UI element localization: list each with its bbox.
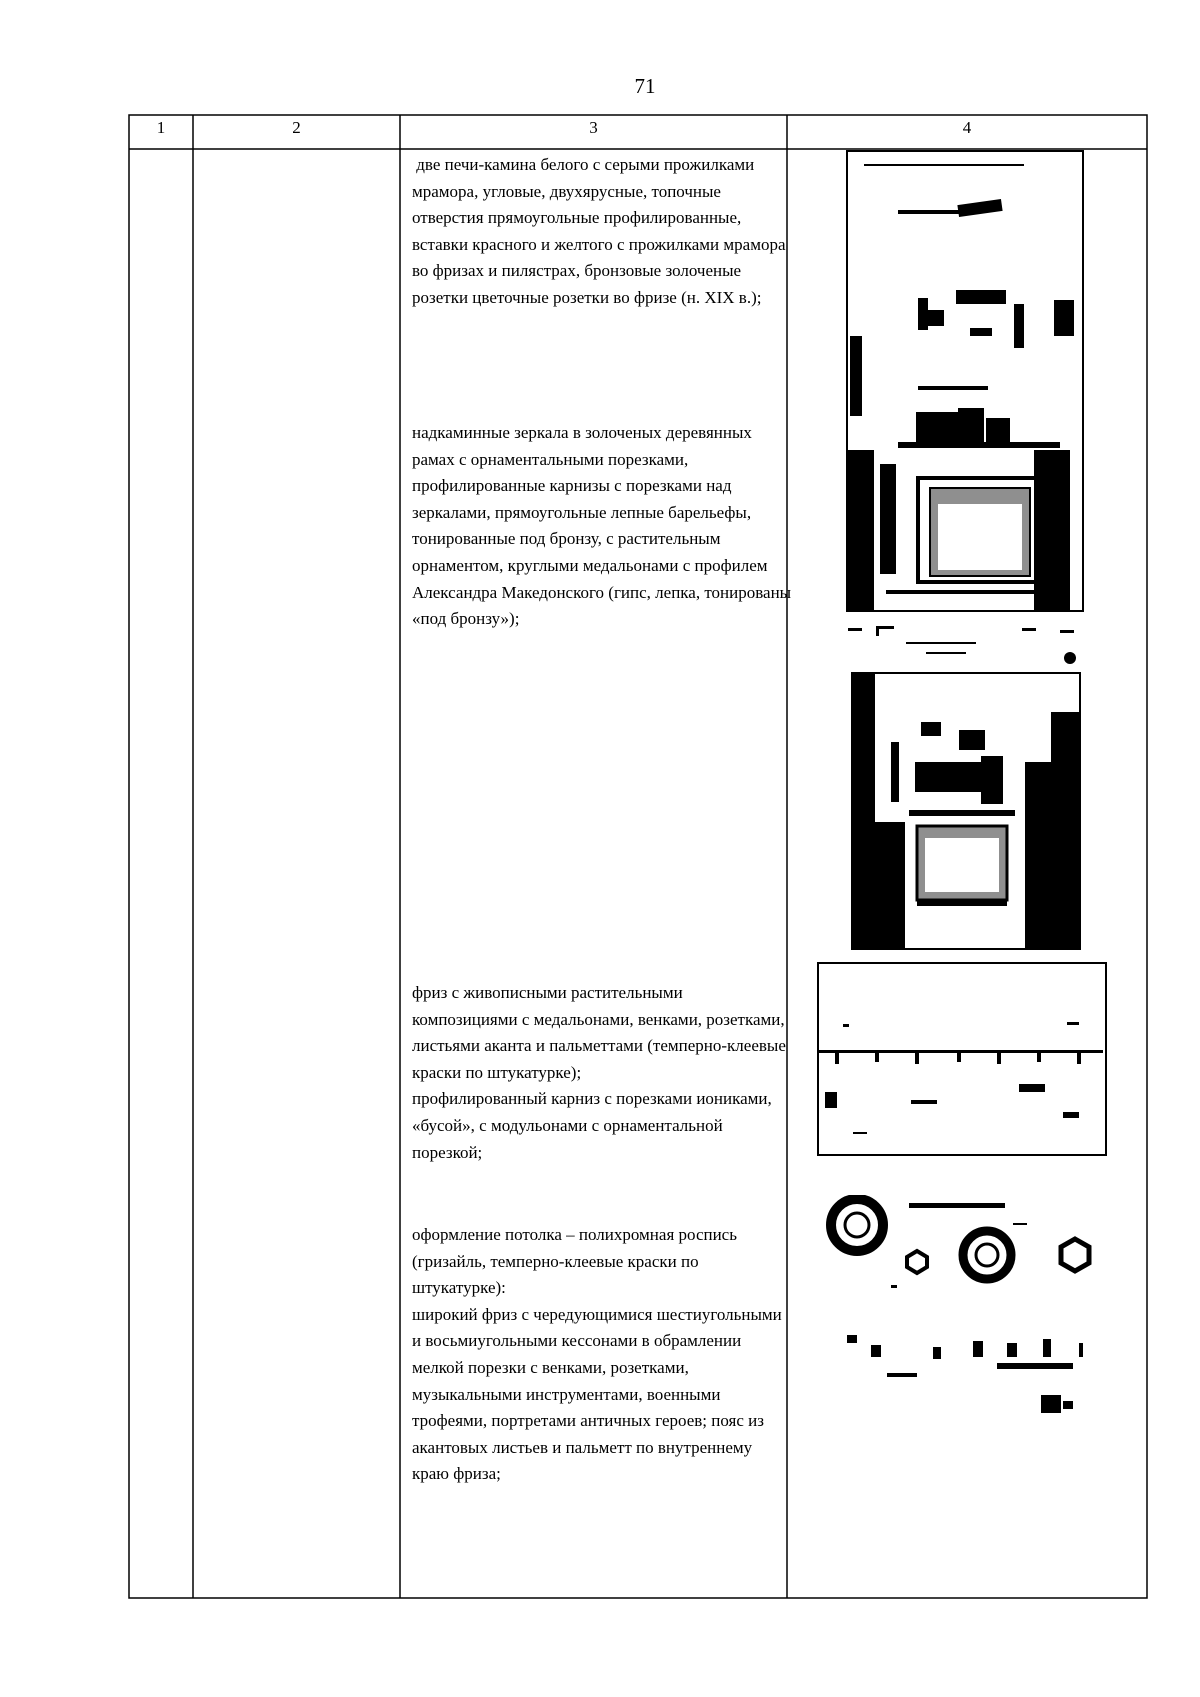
fireplace-photo-strip bbox=[846, 620, 1084, 670]
description-frieze: фриз с живописными растительными композициями с медальонами, венками, розетками, листьями аканта и пальметтами (темперно-клеевые краски по штукатурке); профилированный карниз с порезками иониками, «бусой», с модульонами с орнаментальной порезкой; bbox=[412, 983, 786, 1162]
table-header-col-1: 1 bbox=[156, 118, 166, 137]
fireplace-photo-2 bbox=[851, 672, 1081, 950]
description-ceiling: оформление потолка – полихромная роспись (гризайль, темперно-клеевые краски по штукатурке): широкий фриз с чередующимися шестиугольными и восьмиугольными кессонами в обрамлении мелкой порезки с венками, розетками, музыкальными инструментами, военными трофеями, портретами античных героев; пояс из акантовых листьев и пальметт по внутреннему краю фриза; bbox=[412, 1225, 782, 1484]
description-mirrors: надкаминные зеркала в золоченых деревянных рамах с орнаментальными порезками, профилированные карнизы с порезками над зеркалами, прямоугольные лепные барельефы, тонированные под бронзу, с растительным орнаментом, круглыми медальонами с профилем Александра Македонского (гипс, лепка, тонированы «под бронзу»); bbox=[412, 423, 792, 629]
description-fireplaces: две печи-камина белого с серыми прожилками мрамора, угловые, двухярусные, топочные отверстия прямоугольные профилированные, вставки красного и желтого с прожилками мрамора во фризах и пилястрах, бронзовые золоченые розетки цветочные розетки во фризе (н. XIX в.); bbox=[412, 155, 786, 307]
ceiling-photo bbox=[817, 1195, 1107, 1435]
table-header-col-3: 3 bbox=[589, 118, 598, 137]
table-header-col-2: 2 bbox=[292, 118, 301, 137]
page-number: 71 bbox=[634, 74, 656, 98]
table-header-col-4: 4 bbox=[962, 118, 972, 137]
fireplace-photo-1 bbox=[846, 150, 1084, 612]
frieze-photo bbox=[817, 962, 1107, 1156]
